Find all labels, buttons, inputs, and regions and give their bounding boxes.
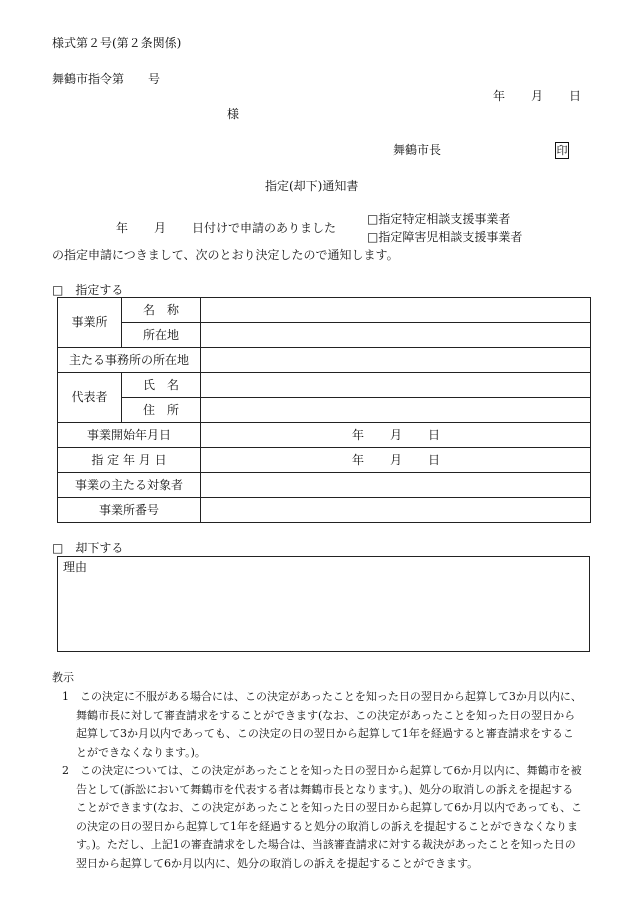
form-number: 様式第２号(第２条関係) [52, 36, 182, 50]
reason-label: 理由 [63, 560, 88, 574]
year-label: 年 [493, 89, 506, 103]
target-value [201, 473, 591, 498]
document-number: 舞鶴市指令第 号 [52, 72, 161, 86]
day-label: 日 [569, 89, 582, 103]
instruction-list [62, 688, 584, 873]
month-label: 月 [531, 89, 544, 103]
table-row [58, 348, 591, 373]
office-name-label: 名 称 [122, 298, 201, 323]
office-location-label: 所在地 [122, 323, 201, 348]
table-row [58, 448, 591, 473]
main-office-location-value [201, 348, 591, 373]
option-specified-consultation: □指定特定相談支援事業者 [367, 212, 511, 226]
main-office-location-label: 主たる事務所の所在地 [58, 348, 201, 373]
start-year: 年 [352, 427, 365, 442]
seal-mark: 印 [556, 144, 568, 157]
office-label: 事業所 [58, 298, 122, 348]
document-title: 指定(却下)通知書 [265, 179, 359, 193]
office-number-value [201, 498, 591, 523]
instruction-heading: 教示 [52, 671, 74, 684]
rep-name-label: 氏 名 [122, 373, 201, 398]
section-reject: □ 却下する [52, 541, 124, 555]
start-day: 日 [428, 427, 441, 442]
designation-date-value [201, 448, 591, 473]
representative-label: 代表者 [58, 373, 122, 423]
start-date-value [201, 423, 591, 448]
table-row [58, 373, 591, 398]
instruction-item-2: 2 この決定については、この決定があったことを知った日の翌日から起算して6か月以内に、舞鶴市を被告として(訴訟において舞鶴市を代表する者は舞鶴市長となります。)、処分の取消しの訴えを提起することができます(なお、この決定があったことを知った日の翌日から起算して6か月以内であっても、この決定の日の翌日から起算して1年を経過すると処分の取消しの訴えを提起することができなくなります。)。ただし、上記1の審査請求をした場合は、当該審査請求に対する裁決があったことを知った日の翌日から起算して6か月以内に、処分の取消しの訴えを提起することができます。 [62, 764, 583, 870]
designation-year: 年 [352, 452, 365, 467]
office-name-value [201, 298, 591, 323]
issue-date [493, 89, 581, 103]
table-row [58, 423, 591, 448]
intro-month: 月 [154, 221, 167, 235]
intro-date-line [116, 221, 336, 235]
table-row [58, 298, 591, 323]
designation-day: 日 [428, 452, 441, 467]
start-month: 月 [390, 427, 403, 442]
designation-table [57, 297, 591, 523]
start-date-label: 事業開始年月日 [58, 423, 201, 448]
instruction-item-1: 1 この決定に不服がある場合には、この決定があったことを知った日の翌日から起算して3か月以内に、舞鶴市長に対して審査請求をすることができます(なお、この決定があったことを知った日の翌日から起算して3か月以内であっても、この決定の日の翌日から起算して1年を経過すると審査請求をすることができなくなります。)。 [62, 690, 582, 759]
addressee-suffix: 様 [227, 107, 240, 121]
designation-date-label: 指 定 年 月 日 [58, 448, 201, 473]
office-location-value [201, 323, 591, 348]
office-number-label: 事業所番号 [58, 498, 201, 523]
rep-address-value [201, 398, 591, 423]
intro-year: 年 [116, 221, 129, 235]
table-row [58, 473, 591, 498]
table-row [58, 398, 591, 423]
rep-name-value [201, 373, 591, 398]
intro-line-2: の指定申請につきまして、次のとおり決定したので通知します。 [52, 248, 399, 262]
section-approve: □ 指定する [52, 283, 124, 297]
table-row [58, 498, 591, 523]
rep-address-label: 住 所 [122, 398, 201, 423]
option-child-consultation: □指定障害児相談支援事業者 [367, 230, 523, 244]
designation-month: 月 [390, 452, 403, 467]
reason-box [57, 556, 590, 652]
target-label: 事業の主たる対象者 [58, 473, 201, 498]
intro-date-suffix: 日付けで申請のありました [192, 221, 337, 235]
issuer-name: 舞鶴市長 [393, 143, 442, 157]
table-row [58, 323, 591, 348]
